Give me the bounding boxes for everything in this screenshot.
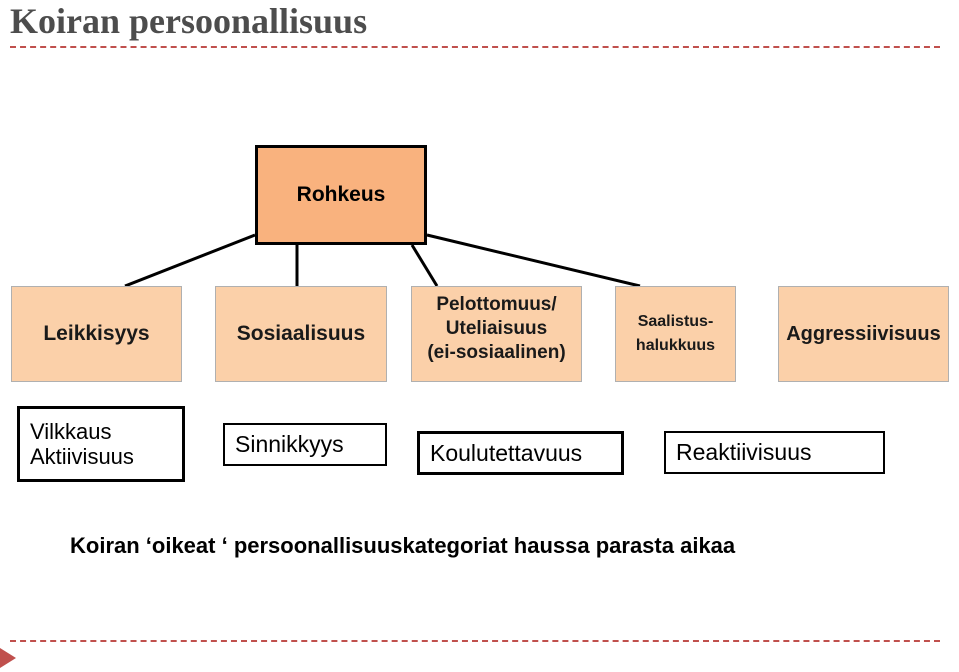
- trait-label-line1: Pelottomuus/: [436, 294, 557, 315]
- connector-saalistus: [427, 235, 640, 286]
- trait-node-aggressiivisuus: [778, 286, 949, 382]
- behavior-node-vilkkaus: [17, 406, 185, 482]
- behavior-node-koulutettavuus: [417, 431, 624, 475]
- trait-node-pelottomuus: [411, 286, 582, 382]
- corner-arrow-icon: [0, 648, 16, 668]
- root-node-rohkeus: Rohkeus: [255, 145, 427, 245]
- behavior-node-sinnikkyys: [223, 423, 387, 466]
- trait-node-sosiaalisuus: [215, 286, 387, 382]
- trait-label-line1: Saalistus-: [637, 313, 714, 330]
- connector-pelottomuus: [412, 245, 437, 286]
- trait-label: Sosiaalisuus: [236, 322, 366, 346]
- connector-leikkisyys: [125, 235, 255, 286]
- bottom-dashed-divider: [10, 640, 940, 642]
- behavior-label-line2: Aktiivisuus: [30, 444, 134, 469]
- trait-label-line2: halukkuus: [635, 337, 716, 354]
- trait-node-saalistushalukkuus: [615, 286, 736, 382]
- behavior-label: Reaktiivisuus: [676, 439, 812, 465]
- behavior-label: Sinnikkyys: [235, 431, 344, 457]
- trait-label: Leikkisyys: [43, 322, 150, 346]
- trait-label-line2: Uteliaisuus: [445, 317, 548, 339]
- trait-label: Aggressiivisuus: [786, 323, 941, 345]
- behavior-label-line1: Vilkkaus: [30, 418, 112, 444]
- trait-label-line3: (ei-sosiaalinen): [427, 341, 566, 363]
- page-title: Koiran persoonallisuus: [10, 1, 368, 41]
- behavior-label: Koulutettavuus: [430, 439, 583, 466]
- behavior-node-reaktiivisuus: [664, 431, 885, 474]
- caption-text: Koiran ‘oikeat ‘ persoonallisuuskategoriat haussa parasta aikaa: [70, 533, 736, 558]
- trait-node-leikkisyys: [11, 286, 182, 382]
